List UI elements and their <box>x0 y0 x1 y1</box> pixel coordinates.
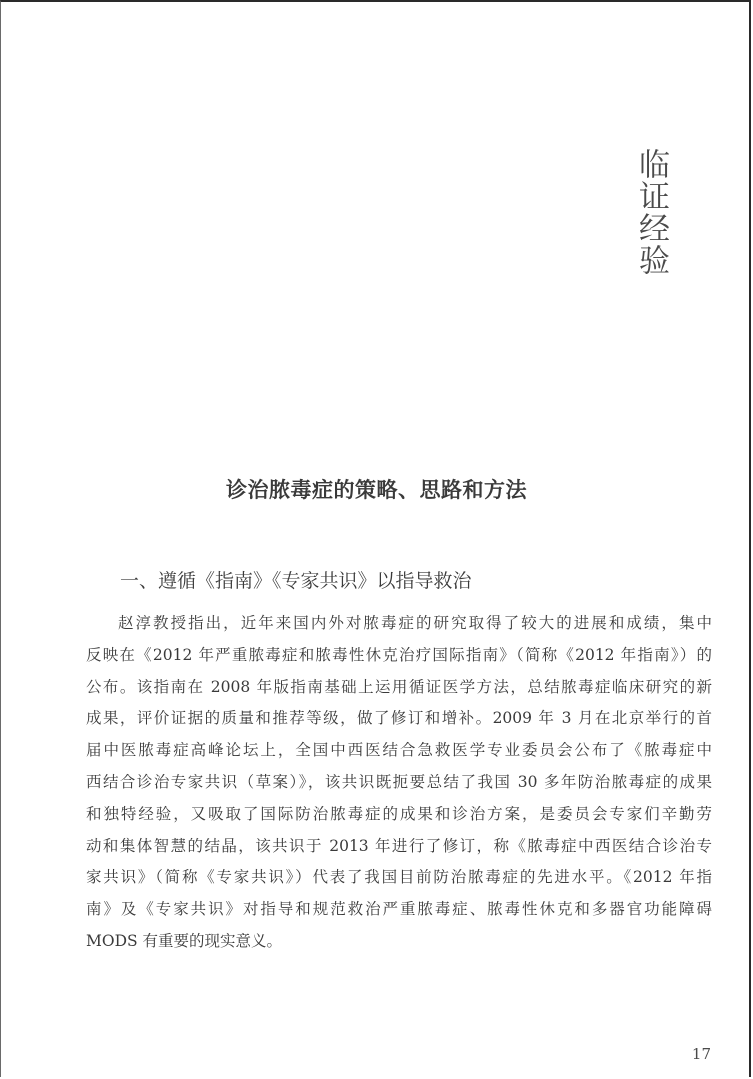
body-line: 反映在《2012 年严重脓毒症和脓毒性休克治疗国际指南》（简称《2012 年指南》）的 <box>86 645 712 664</box>
article-title: 诊治脓毒症的策略、思路和方法 <box>226 478 527 502</box>
body-line: 公布。该指南在 2008 年版指南基础上运用循证医学方法，总结脓毒症临床研究的新 <box>86 677 712 696</box>
body-line: 届中医脓毒症高峰论坛上，全国中西医结合急救医学专业委员会公布了《脓毒症中 <box>86 741 712 760</box>
body-line: 成果，评价证据的质量和推荐等级，做了修订和增补。2009 年 3 月在北京举行的首 <box>86 709 712 728</box>
body-line: 南》及《专家共识》对指导和规范救治严重脓毒症、脓毒性休克和多器官功能障碍 <box>86 900 712 919</box>
body-line: 家共识》（简称《专家共识》）代表了我国目前防治脓毒症的先进水平。《2012 年指 <box>86 868 712 887</box>
section-label: 临证经验 <box>633 148 669 276</box>
section-heading: 一、遵循《指南》《专家共识》以指导救治 <box>120 570 472 592</box>
body-line: MODS 有重要的现实意义。 <box>86 931 283 950</box>
body-line: 和独特经验，又吸取了国际防治脓毒症的成果和诊治方案，是委员会专家们辛勤劳 <box>86 804 712 823</box>
body-line: 西结合诊治专家共识（草案）》，该共识既扼要总结了我国 30 多年防治脓毒症的成果 <box>86 772 712 791</box>
body-line: 动和集体智慧的结晶，该共识于 2013 年进行了修订，称《脓毒症中西医结合诊治专 <box>86 836 712 855</box>
page-number: 17 <box>691 1045 711 1063</box>
body-paragraph <box>86 608 712 958</box>
body-line: 赵淳教授指出，近年来国内外对脓毒症的研究取得了较大的进展和成绩，集中 <box>118 614 712 632</box>
